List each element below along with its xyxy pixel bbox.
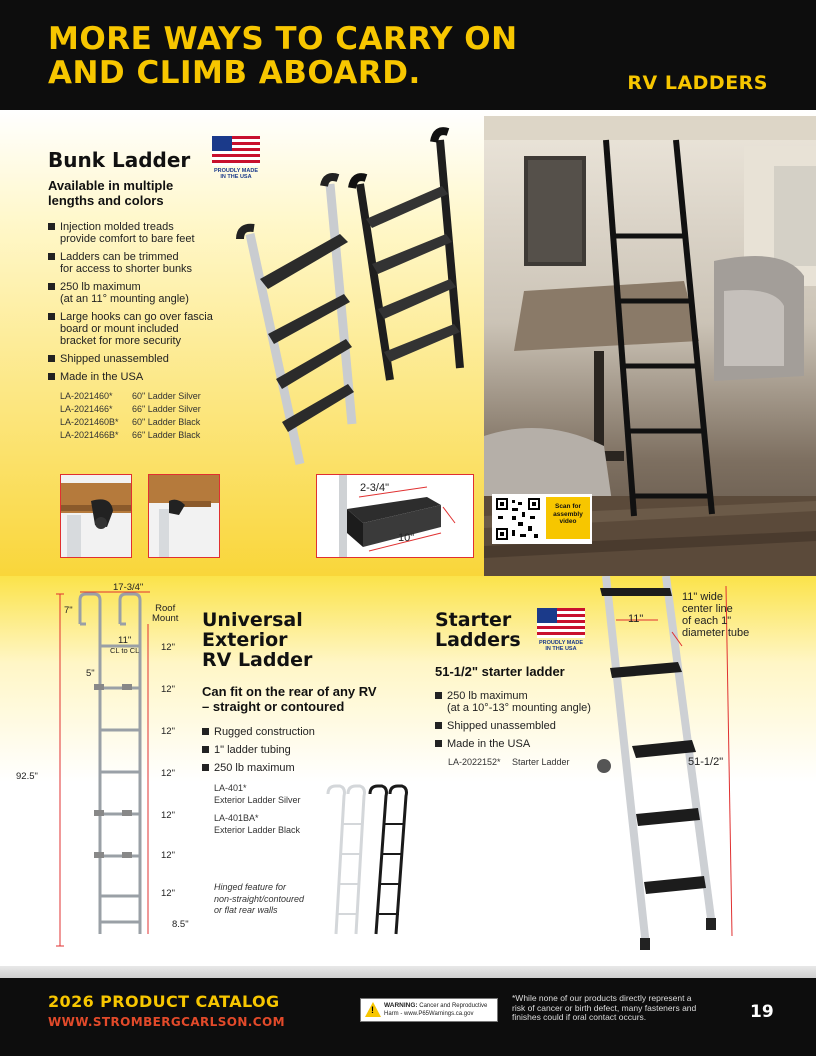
- qr-caption: [546, 497, 590, 539]
- bunk-ladder-illustration: [230, 124, 480, 474]
- starter-title-line: Ladders: [435, 629, 521, 651]
- starter-subhead: 51-1/2" starter ladder: [435, 664, 565, 679]
- bunk-ladder-sku-list: [60, 390, 201, 442]
- feature-line: (at a 10°-13° mounting angle): [447, 702, 591, 714]
- badge-line: IN THE USA: [545, 646, 577, 652]
- feature-line: (at an 11° mounting angle): [60, 293, 189, 305]
- qr-pattern-icon: [494, 496, 542, 542]
- bunk-ladder-subhead: [48, 178, 173, 208]
- feature-item: [48, 311, 228, 347]
- title-line-1: MORE WAYS TO CARRY ON: [48, 21, 518, 57]
- feature-line: for access to shorter bunks: [60, 263, 193, 275]
- sku-code: LA-401BA*: [214, 813, 259, 823]
- dim-rung-3: 12": [161, 726, 175, 737]
- badge-line: PROUDLY MADE: [213, 168, 258, 174]
- hinged-note-line: non-straight/contoured: [214, 893, 305, 904]
- warning-line: Harm - www.P65Warnings.ca.gov: [384, 1011, 474, 1017]
- note-line: diameter tube: [682, 627, 750, 639]
- subhead-line: Can fit on the rear of any RV: [202, 684, 377, 699]
- disclaimer-line: *While none of our products directly represent a: [512, 993, 692, 1003]
- sku-desc: Exterior Ladder Black: [214, 825, 301, 835]
- feature-line: Ladders can be trimmed: [60, 251, 179, 263]
- feature-line: Made in the USA: [60, 371, 144, 383]
- dim-hook: 7": [64, 605, 73, 616]
- page-header: [0, 0, 816, 110]
- tread-width-dim: 2-3/4": [360, 482, 389, 494]
- website-link[interactable]: WWW.STROMBERGCARLSON.COM: [48, 1015, 285, 1029]
- dim-bottom: 8.5": [172, 919, 189, 930]
- feature-item: 1" ladder tubing: [202, 744, 402, 756]
- hook-detail-photo-2: [148, 474, 220, 558]
- universal-ladder-title: [202, 610, 312, 670]
- starter-height-dim: 51-1/2": [688, 756, 724, 768]
- disclaimer-line: finishes could if oral contact occurs.: [512, 1012, 647, 1022]
- sku-row: [60, 403, 201, 416]
- dim-total-height: 92.5": [16, 771, 38, 782]
- dim-roof-line: Mount: [152, 613, 179, 624]
- dim-rung-6: 12": [161, 850, 175, 861]
- hinged-note-line: or flat rear walls: [214, 905, 278, 915]
- universal-title-line: Exterior: [202, 629, 288, 651]
- sku-desc: 66" Ladder Black: [132, 430, 201, 440]
- dim-rung-2: 12": [161, 684, 175, 695]
- starter-features: [435, 690, 605, 756]
- sku-code: LA-2021460B*: [60, 417, 119, 427]
- starter-width-dim: 11": [628, 613, 644, 625]
- catalog-label: 2026 PRODUCT CATALOG: [48, 992, 280, 1011]
- tread-depth-dim: 10": [398, 532, 415, 544]
- universal-title-line: RV Ladder: [202, 649, 313, 671]
- qr-caption-line: assembly: [553, 510, 583, 518]
- feature-item: [435, 690, 605, 714]
- note-line: of each 1": [682, 615, 732, 627]
- feature-item: [48, 371, 228, 383]
- sku-desc: 60" Ladder Silver: [132, 391, 201, 401]
- sku-desc: 60" Ladder Black: [132, 417, 201, 427]
- dim-cl-to-cl: [110, 636, 139, 656]
- universal-features: [202, 726, 402, 780]
- feature-line: Shipped unassembled: [447, 720, 556, 732]
- feature-line: board or mount included: [60, 323, 179, 335]
- subhead-line: – straight or contoured: [202, 699, 345, 714]
- hinged-note-line: Hinged feature for: [214, 882, 287, 892]
- universal-sku-list: [214, 782, 301, 836]
- starter-title-line: Starter: [435, 609, 512, 631]
- sku-desc: Exterior Ladder Silver: [214, 795, 301, 805]
- footer-divider: [0, 966, 816, 978]
- sku-code: LA-2021466*: [60, 404, 113, 414]
- sku-row: [60, 390, 201, 403]
- sku-row: [60, 416, 201, 429]
- starter-sku: [448, 756, 570, 769]
- disclaimer-line: risk of cancer or birth defect, many fasteners and: [512, 1002, 697, 1013]
- feature-line: Made in the USA: [447, 738, 531, 750]
- badge-line: IN THE USA: [220, 174, 252, 180]
- dim-offset: 5": [86, 668, 95, 679]
- feature-item: [48, 251, 228, 275]
- dim-rung-5: 12": [161, 810, 175, 821]
- title-line-2: AND CLIMB ABOARD.: [48, 55, 421, 91]
- mount-bracket-illustration: [149, 475, 220, 558]
- subhead-line: lengths and colors: [48, 193, 164, 208]
- bunk-ladder-title: Bunk Ladder: [48, 148, 191, 172]
- dim-rung-7: 12": [161, 888, 175, 899]
- universal-title-line: Universal: [202, 609, 303, 631]
- starter-ladders-title: [435, 610, 521, 650]
- feature-line: Injection molded treads: [60, 221, 174, 233]
- bunk-ladder-features: [48, 221, 228, 389]
- feature-line: Large hooks can go over fascia: [60, 311, 213, 323]
- sku-code: LA-2022152*: [448, 757, 501, 767]
- warning-text: [384, 1002, 497, 1018]
- hinged-feature-note: [214, 882, 304, 917]
- qr-caption-line: video: [559, 518, 577, 525]
- disclaimer: [512, 994, 712, 1023]
- feature-item: Rugged construction: [202, 726, 402, 738]
- feature-item: 250 lb maximum: [202, 762, 402, 774]
- page-footer: [0, 978, 816, 1056]
- dim-rung-1: 12": [161, 642, 175, 653]
- badge-line: PROUDLY MADE: [538, 640, 583, 646]
- tread-dimension-illustration: [317, 475, 474, 558]
- feature-item: [48, 281, 228, 305]
- feature-line: Shipped unassembled: [60, 353, 169, 365]
- universal-subhead: [202, 684, 377, 714]
- fascia-hook-illustration: [61, 475, 132, 558]
- sku-desc: Starter Ladder: [512, 757, 570, 767]
- section-label: RV LADDERS: [627, 72, 768, 94]
- hook-detail-photo-1: [60, 474, 132, 558]
- warning-title: WARNING:: [384, 1002, 418, 1009]
- exterior-ladders-illustration: [324, 784, 414, 944]
- starter-width-note: [682, 591, 749, 639]
- page-title: [48, 22, 518, 90]
- sku-row: [60, 429, 201, 442]
- made-in-usa-badge: [531, 640, 591, 652]
- feature-item: [435, 720, 605, 732]
- feature-line: 250 lb maximum: [447, 690, 528, 702]
- sku-code: LA-2021466B*: [60, 430, 119, 440]
- feature-item: [435, 738, 605, 750]
- feature-line: 250 lb maximum: [60, 281, 141, 293]
- dim-width: 17-3/4": [113, 582, 144, 593]
- dim-roof-line: Roof: [155, 603, 176, 614]
- dim-cl-value: 11": [118, 635, 132, 646]
- sku-code: LA-2021460*: [60, 391, 113, 401]
- dim-rung-4: 12": [161, 768, 175, 779]
- feature-line: provide comfort to bare feet: [60, 233, 195, 245]
- warning-triangle-icon: !: [365, 1002, 381, 1017]
- dim-cl-label: CL to CL: [110, 646, 140, 655]
- warning-line: Cancer and Reproductive: [419, 1003, 488, 1009]
- tread-detail-diagram: [316, 474, 474, 558]
- prop65-warning: [360, 998, 498, 1022]
- feature-line: bracket for more security: [60, 335, 182, 347]
- sku-code: LA-401*: [214, 783, 247, 793]
- sku-desc: 66" Ladder Silver: [132, 404, 201, 414]
- qr-caption-line: Scan for: [554, 503, 581, 510]
- subhead-line: Available in multiple: [48, 178, 174, 193]
- page-number: 19: [750, 1002, 774, 1022]
- usa-flag-icon: [537, 608, 585, 638]
- feature-item: [48, 221, 228, 245]
- note-line: 11" wide: [682, 591, 724, 603]
- feature-item: [48, 353, 228, 365]
- note-line: center line: [682, 603, 733, 615]
- dim-roof-mount: [152, 604, 178, 624]
